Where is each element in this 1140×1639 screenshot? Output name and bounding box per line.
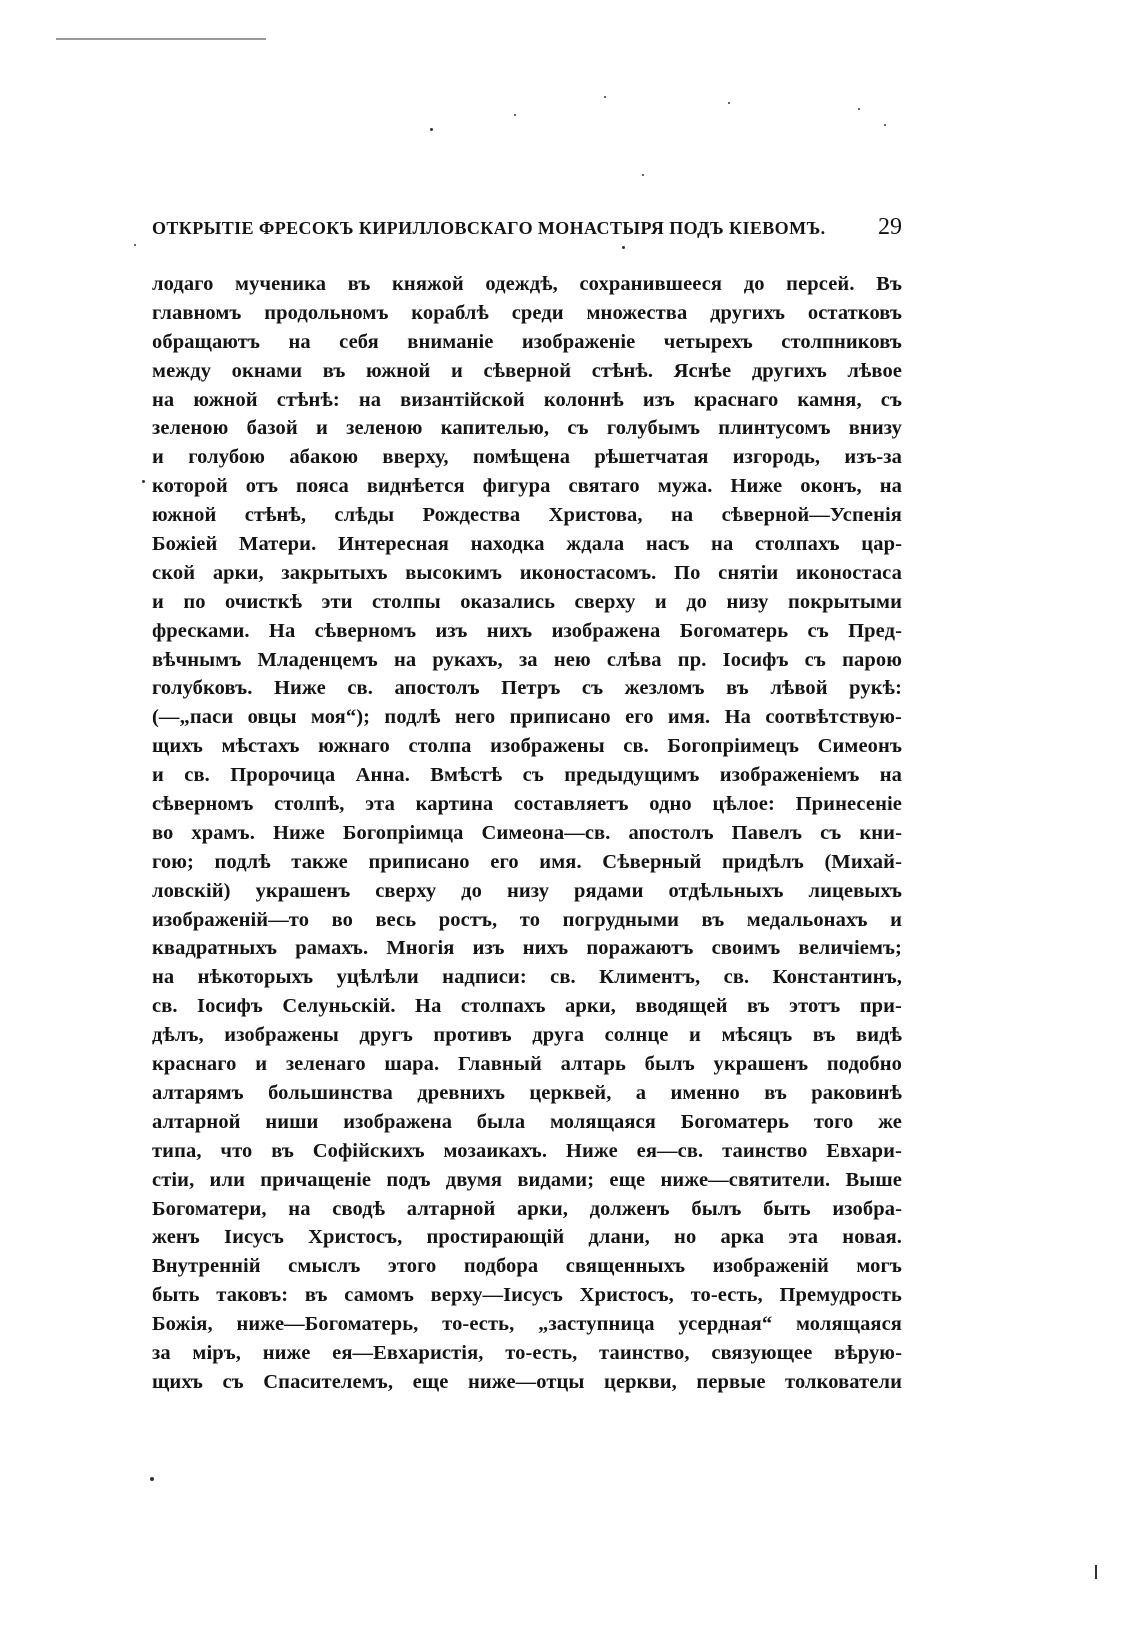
text-line: Божія, ниже—Богоматерь, то-есть, „заступница усердная“ молящаяся (152, 1313, 902, 1336)
running-header (152, 214, 902, 248)
text-line: и св. Пророчица Анна. Вмѣстѣ съ предыдущимъ изображеніемъ на (152, 764, 902, 787)
text-line: Внутренній смыслъ этого подбора священныхъ изображеній могъ (152, 1255, 902, 1278)
text-line: квадратныхъ рамахъ. Многія изъ нихъ поражаютъ своимъ величіемъ; (152, 937, 902, 960)
print-speck (604, 96, 606, 98)
text-line: на нѣкоторыхъ уцѣлѣли надписи: св. Климентъ, св. Константинъ, (152, 966, 902, 989)
text-line: ловскій) украшенъ сверху до низу рядами отдѣльныхъ лицевыхъ (152, 879, 902, 902)
print-speck (514, 114, 516, 116)
page-number: 29 (878, 214, 902, 240)
text-line: фресками. На сѣверномъ изъ нихъ изображена Богоматерь съ Пред- (152, 619, 902, 642)
print-speck (430, 128, 433, 131)
print-speck (142, 480, 145, 483)
body-text (152, 270, 902, 1397)
text-line: алтарямъ большинства древнихъ церквей, а именно въ раковинѣ (152, 1081, 902, 1104)
text-line: (—„паси овцы моя“); подлѣ него приписано его имя. На соотвѣтствую- (152, 706, 902, 729)
top-rule (56, 38, 266, 40)
text-line: голубковъ. Ниже св. апостолъ Петръ съ жезломъ въ лѣвой рукѣ: (152, 677, 902, 700)
text-line: которой отъ пояса виднѣется фигура святаго мужа. Ниже оконъ, на (152, 475, 902, 498)
print-speck (642, 174, 644, 176)
text-line: и голубою абакою вверху, помѣщена рѣшетчатая изгородь, изъ-за (152, 446, 902, 469)
text-line: вѣчнымъ Младенцемъ на рукахъ, за нею слѣва пр. Іосифъ съ парою (152, 648, 902, 671)
text-line: обращаютъ на себя вниманіе изображеніе четырехъ столпниковъ (152, 330, 902, 353)
print-speck (728, 102, 730, 104)
print-speck (150, 1477, 154, 1481)
text-line: ской арки, закрытыхъ высокимъ иконостасомъ. По снятіи иконостаса (152, 561, 902, 584)
text-line: краснаго и зеленаго шара. Главный алтарь былъ украшенъ подобно (152, 1053, 902, 1076)
text-line: во храмъ. Ниже Богопріимца Симеона—св. апостолъ Павелъ съ кни- (152, 821, 902, 844)
text-line: изображеній—то во весь ростъ, то погрудными въ медальонахъ и (152, 908, 902, 931)
text-line: главномъ продольномъ кораблѣ среди множества другихъ остатковъ (152, 301, 902, 324)
text-line: алтарной ниши изображена была молящаяся Богоматерь того же (152, 1110, 902, 1133)
text-line: южной стѣнѣ, слѣды Рождества Христова, на сѣверной—Успенія (152, 504, 902, 527)
text-line: Божіей Матери. Интересная находка ждала насъ на столпахъ цар- (152, 533, 902, 556)
text-line: типа, что въ Софійскихъ мозаикахъ. Ниже ея—св. таинство Евхари- (152, 1139, 902, 1162)
text-line: Богоматери, на сводѣ алтарной арки, долженъ былъ быть изобра- (152, 1197, 902, 1220)
text-line: щихъ мѣстахъ южнаго столпа изображены св. Богопріимецъ Симеонъ (152, 735, 902, 758)
print-speck (134, 244, 136, 246)
text-line: лодаго мученика въ княжой одеждѣ, сохранившееся до персей. Въ (152, 273, 902, 295)
print-speck (884, 124, 886, 126)
text-line: и по очисткѣ эти столпы оказались сверху и до низу покрытыми (152, 590, 902, 613)
print-speck (858, 108, 860, 110)
text-line: за міръ, ниже ея—Евхаристія, то-есть, таинство, связующее вѣрую- (152, 1341, 902, 1364)
text-line: между окнами въ южной и сѣверной стѣнѣ. Яснѣе другихъ лѣвое (152, 359, 902, 382)
running-title: ОТКРЫТІЕ ФРЕСОКЪ КИРИЛЛОВСКАГО МОНАСТЫРЯ ПОДЪ КІЕВОМЪ. (152, 218, 826, 238)
text-line: св. Іосифъ Селуньскій. На столпахъ арки, вводящей въ этотъ при- (152, 995, 902, 1018)
edge-mark (1095, 1565, 1097, 1579)
text-line: стіи, или причащеніе подъ двумя видами; еще ниже—святители. Выше (152, 1168, 902, 1191)
text-line: сѣверномъ столпѣ, эта картина составляетъ одно цѣлое: Принесеніе (152, 793, 902, 816)
text-line: женъ Іисусъ Христосъ, простирающій длани, но арка эта новая. (152, 1226, 902, 1249)
text-line: дѣлъ, изображены другъ противъ друга солнце и мѣсяцъ въ видѣ (152, 1024, 902, 1047)
text-line: на южной стѣнѣ: на византійской колоннѣ изъ краснаго камня, съ (152, 388, 902, 411)
text-line: быть таковъ: въ самомъ верху—Іисусъ Христосъ, то-есть, Премудрость (152, 1284, 902, 1307)
text-line: зеленою базой и зеленою капителью, съ голубымъ плинтусомъ внизу (152, 417, 902, 440)
text-line: гою; подлѣ также приписано его имя. Сѣверный придѣлъ (Михай- (152, 850, 902, 873)
text-line: щихъ съ Спасителемъ, еще ниже—отцы церкви, первые толкователи (152, 1370, 902, 1393)
